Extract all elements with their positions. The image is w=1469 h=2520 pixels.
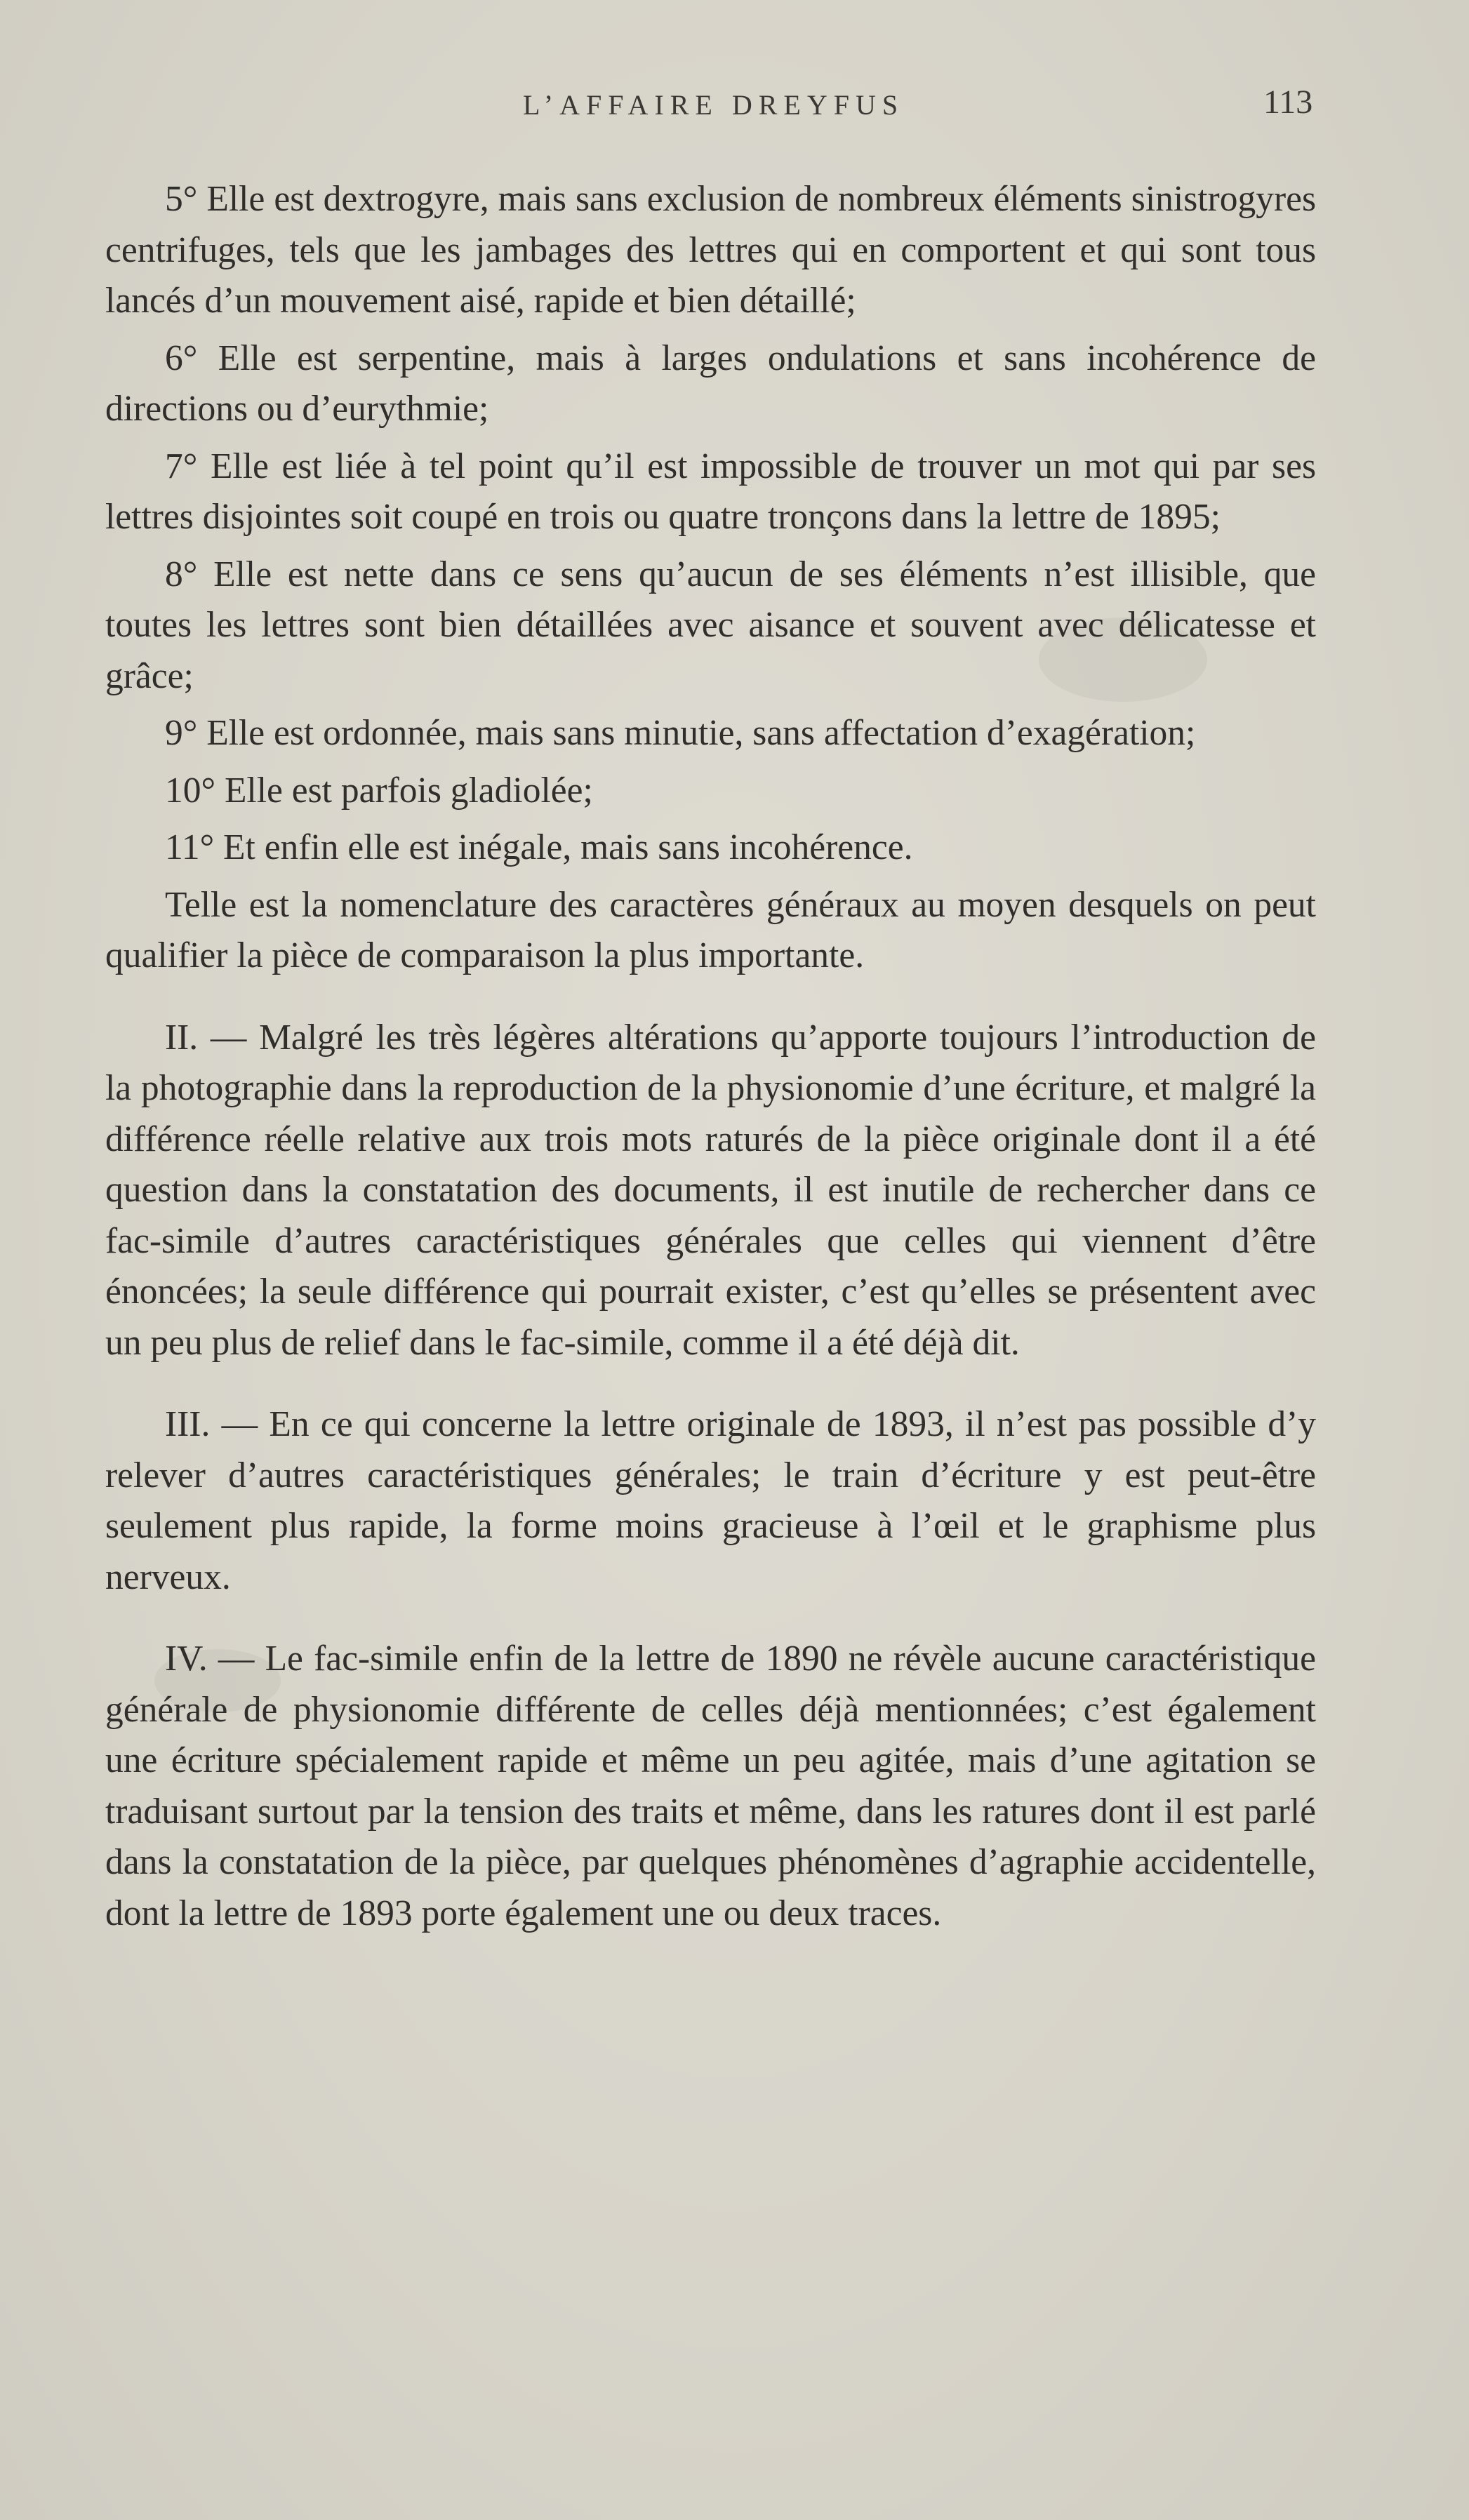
section-ii: II. — Malgré les très légères altérations qu’apporte toujours l’introduction de la photographie dans la reproduction de la physionomie d’une écriture, et malgré la différence réelle relative aux trois mots raturés de la pièce originale dont il a été question dans la constatation des documents, il est inutile de rechercher dans ce fac-simile d’autres caractéristiques générales que celles qui viennent d’être énoncées; la seule différence qui pourrait exister, c’est qu’elles se présentent avec un peu plus de relief dans le fac-simile, comme il a été déjà dit.	[105, 1017, 1316, 1363]
section-iv: IV. — Le fac-simile enfin de la lettre de 1890 ne révèle aucune caractéristique générale de physionomie différente de celles déjà mentionnées; c’est également une écriture spécialement rapide et même un peu agitée, mais d’une agitation se traduisant surtout par la tension des traits et même, dans les ratures dont il est parlé dans la constatation de la pièce, par quelques phénomènes d’agraphie accidentelle, dont la lettre de 1893 porte également une ou deux traces.	[105, 1639, 1316, 1933]
paragraph-summary: Telle est la nomenclature des caractères généraux au moyen desquels on peut qualifier la pièce de comparaison la plus importante.	[105, 884, 1316, 975]
paragraph-item-6: 6° Elle est serpentine, mais à larges ondulations et sans incohérence de directions ou d’eurythmie;	[105, 338, 1316, 429]
paragraph-item-8: 8° Elle est nette dans ce sens qu’aucun de ses éléments n’est illisible, que toutes les lettres sont bien détaillées avec aisance et souvent avec délicatesse et grâce;	[105, 554, 1316, 696]
page-header	[0, 83, 1469, 132]
body-text	[105, 174, 1316, 1939]
paragraph-item-9: 9° Elle est ordonnée, mais sans minutie, sans affectation d’exagération;	[165, 713, 1196, 753]
section-iii: III. — En ce qui concerne la lettre originale de 1893, il n’est pas possible d’y relever d’autres caractéristiques générales; le train d’écriture y est peut-être seulement plus rapide, la forme moins gracieuse à l’œil et le graphisme plus nerveux.	[105, 1404, 1316, 1597]
paragraph-item-5: 5° Elle est dextrogyre, mais sans exclusion de nombreux éléments sinistrogyres centrifuges, tels que les jambages des lettres qui en comportent et qui sont tous lancés d’un mouvement aisé, rapide et bien détaillé;	[105, 179, 1316, 321]
paragraph-item-11: 11° Et enfin elle est inégale, mais sans incohérence.	[165, 827, 913, 867]
paragraph-item-10: 10° Elle est parfois gladiolée;	[165, 770, 593, 811]
page-number: 113	[1263, 84, 1313, 121]
paragraph-item-7: 7° Elle est liée à tel point qu’il est impossible de trouver un mot qui par ses lettres disjointes soit coupé en trois ou quatre tronçons dans la lettre de 1895;	[105, 446, 1316, 537]
running-title: L’AFFAIRE DREYFUS	[523, 89, 905, 121]
